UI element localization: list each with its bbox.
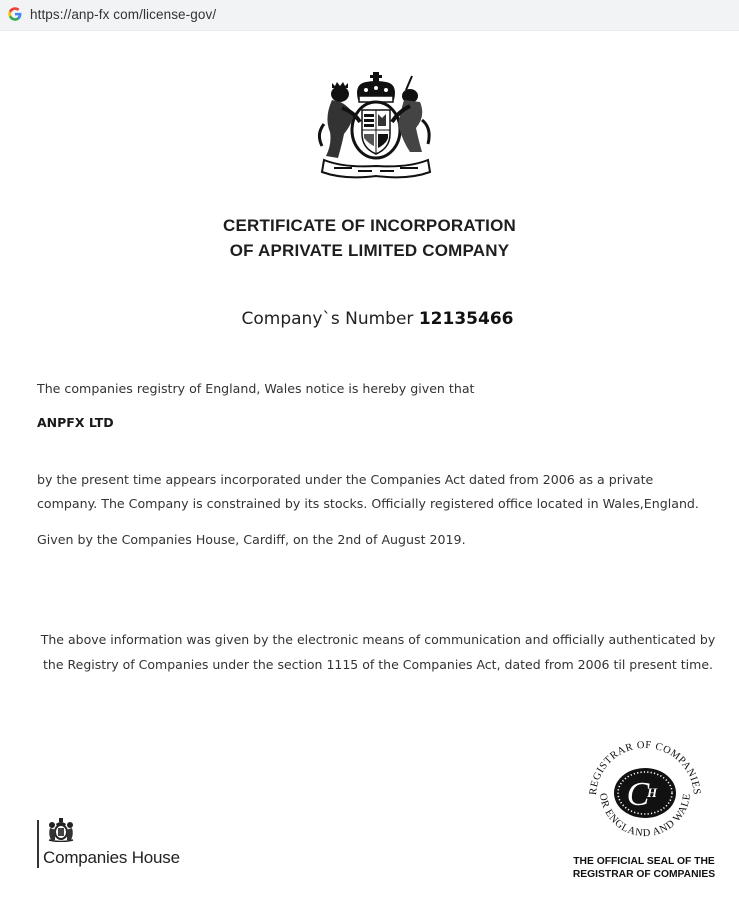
browser-address-bar[interactable] xyxy=(0,0,739,31)
seal-ring-bottom-text: OR ENGLAND AND WALE xyxy=(596,792,694,840)
given-by-text: Given by the Companies House, Cardiff, on the 2nd of August 2019. xyxy=(37,532,466,547)
company-number-row xyxy=(0,309,739,329)
svg-text:H: H xyxy=(646,785,658,800)
logo-divider xyxy=(37,820,39,868)
google-g-icon xyxy=(8,7,22,21)
seal-caption-line1: THE OFFICIAL SEAL OF THE xyxy=(573,856,715,867)
seal-caption xyxy=(564,855,724,881)
company-name: ANPFX LTD xyxy=(37,415,114,430)
companies-house-logo xyxy=(37,818,207,868)
certificate-title-line1: CERTIFICATE OF INCORPORATION xyxy=(222,216,516,235)
seal-caption-line2: REGISTRAR OF COMPANIES xyxy=(572,869,716,880)
url-text[interactable]: https://anp-fx com/license-gov/ xyxy=(30,7,217,22)
company-number-value: 12135466 xyxy=(418,309,514,329)
body-text: by the present time appears incorporated under the Companies Act dated from 2006 as a private company. The Company is constrained by its stocks. Officially registered office located in Wales,England. xyxy=(37,472,699,511)
intro-text: The companies registry of England, Wales notice is hereby given that xyxy=(37,381,475,396)
authentication-footnote: The above information was given by the electronic means of communication and officially authenticated by the Registry of Companies under the section 1115 of the Companies Act, dated from 2006 til present time. xyxy=(40,632,716,672)
registrar-seal-icon xyxy=(582,733,708,853)
royal-coat-of-arms-icon xyxy=(314,68,438,180)
companies-house-text: Companies House xyxy=(43,848,180,867)
seal-ring-top-text: REGISTRAR OF COMPANIES xyxy=(587,739,703,796)
small-crest-icon xyxy=(46,818,76,842)
svg-text:C: C xyxy=(626,776,650,813)
company-number-label: Company`s Number xyxy=(241,309,414,329)
certificate-title-line2: OF APRIVATE LIMITED COMPANY xyxy=(229,241,510,260)
